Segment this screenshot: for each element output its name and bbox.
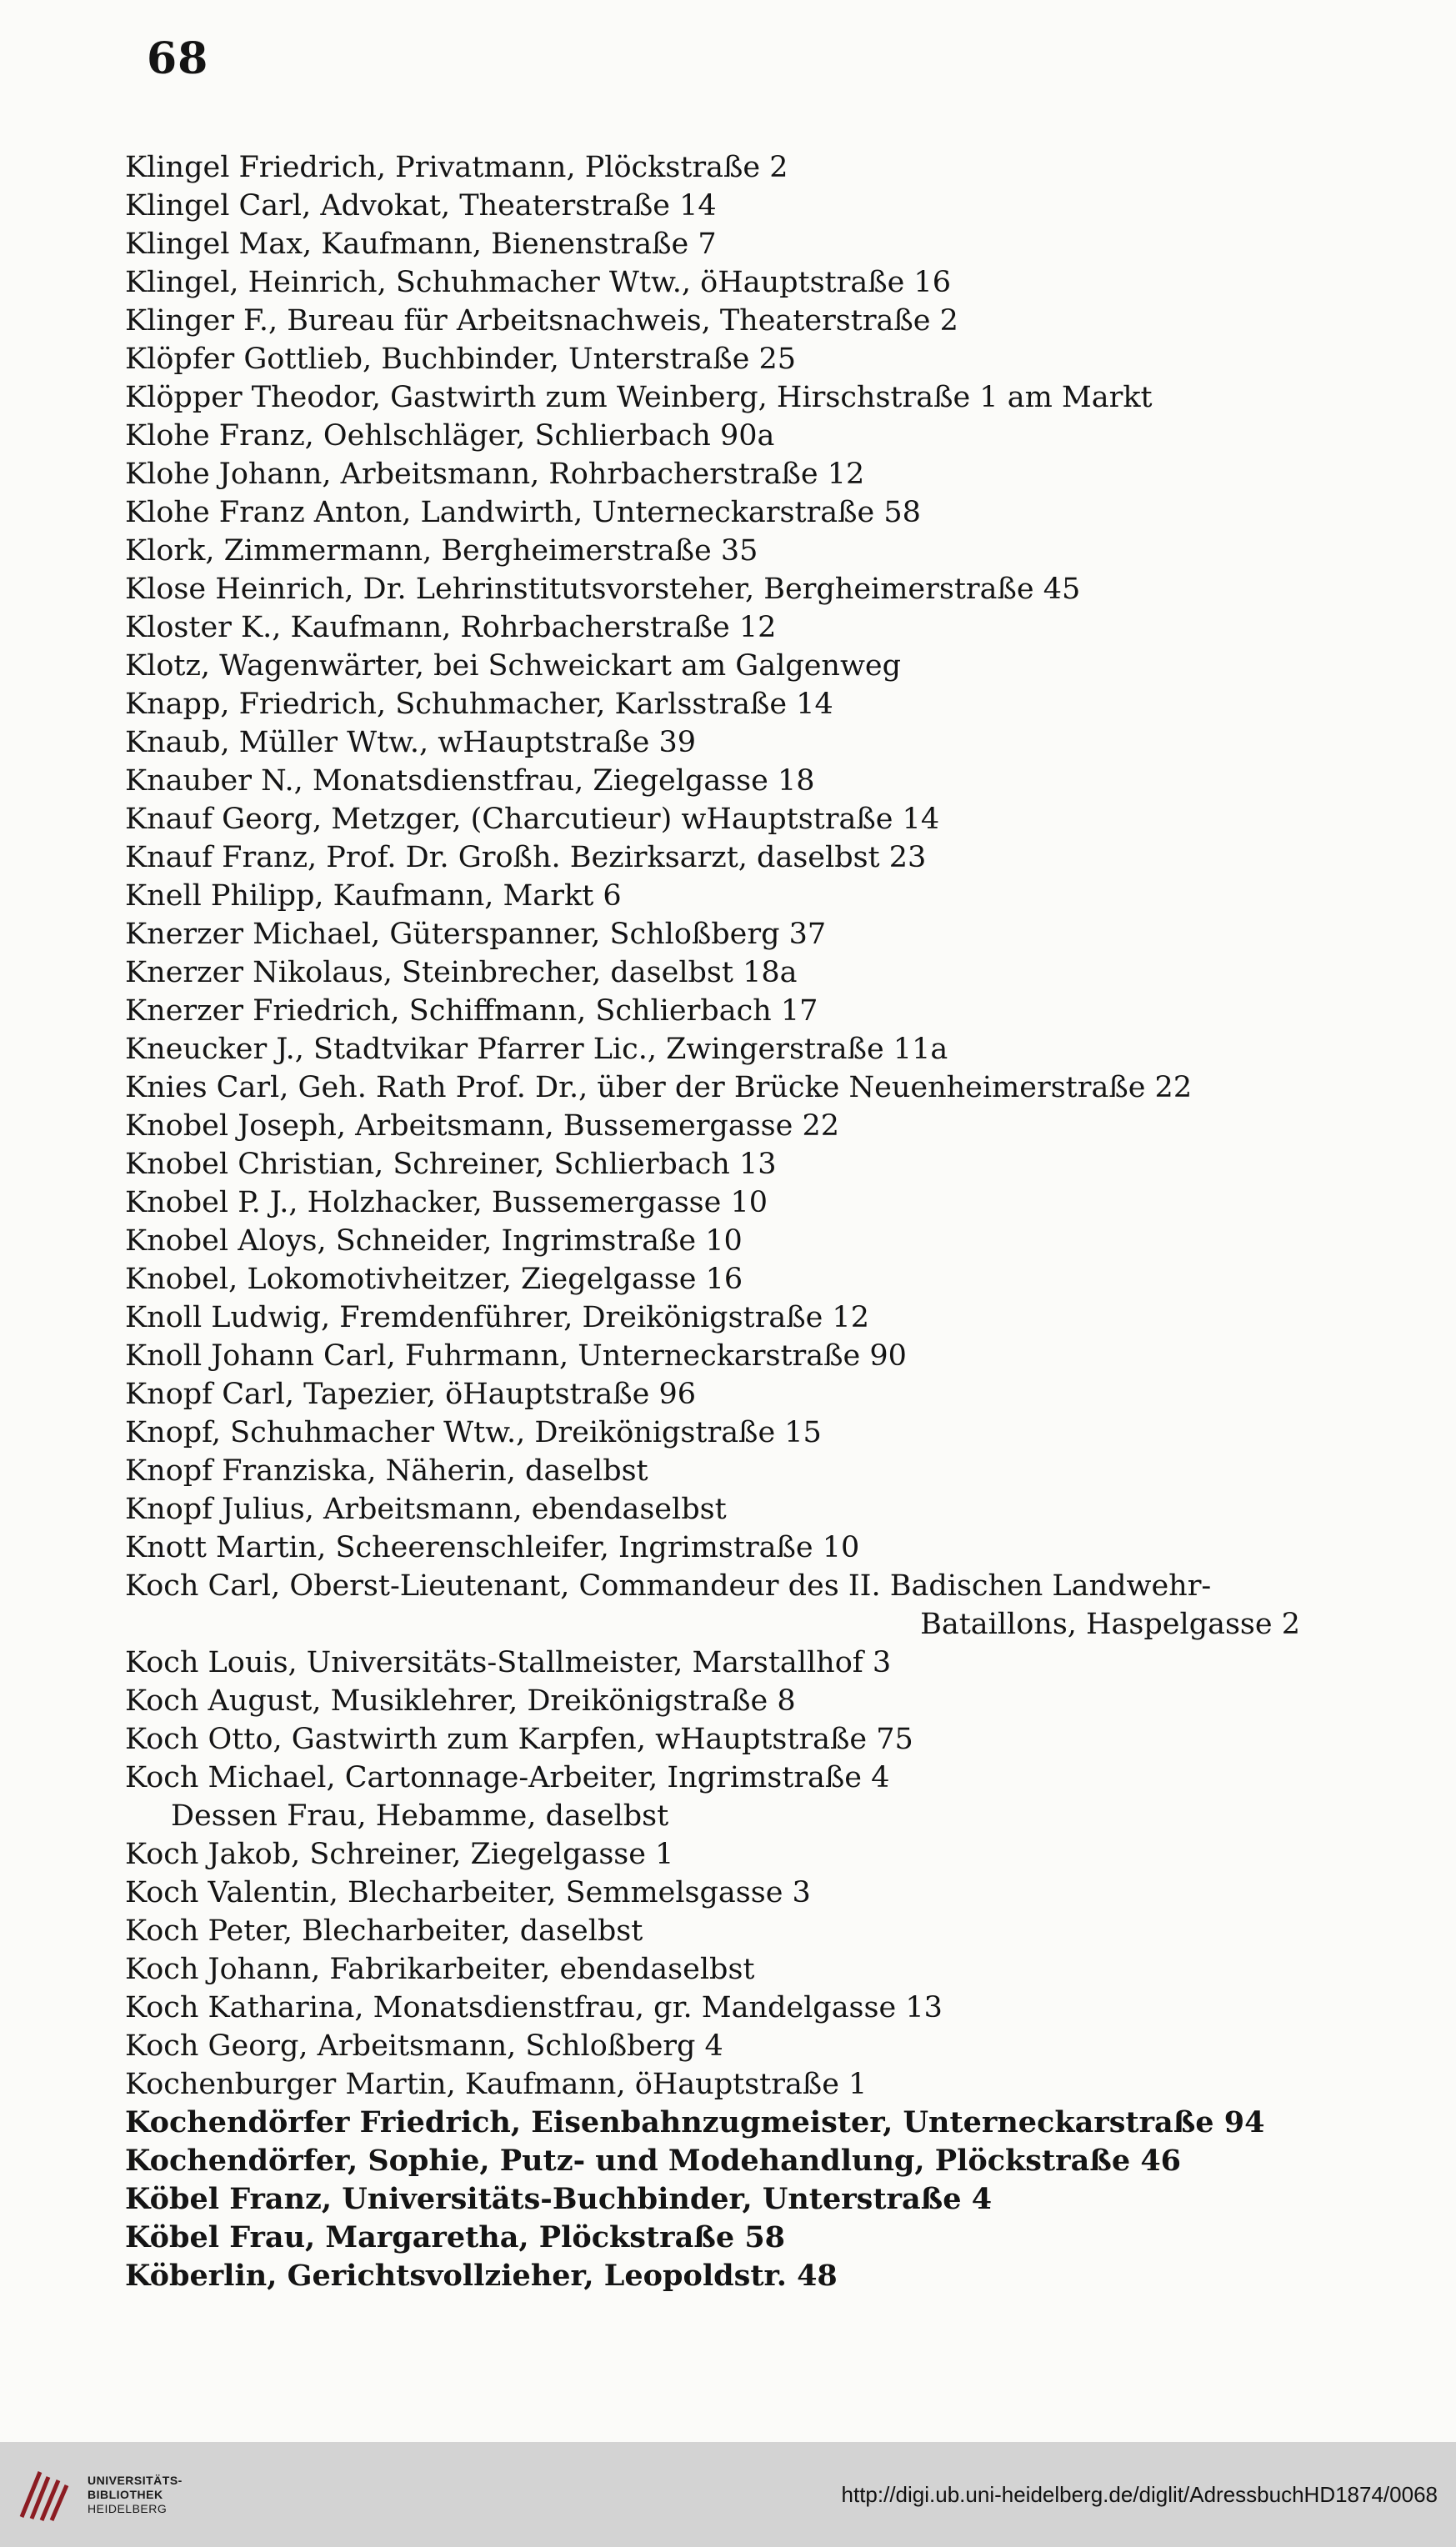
library-name-line1: UNIVERSITÄTS- — [88, 2474, 183, 2487]
directory-entry: Knott Martin, Scheerenschleifer, Ingrimstraße 10 — [125, 1531, 860, 1564]
directory-entry: Klohe Johann, Arbeitsmann, Rohrbacherstraße 12 — [125, 458, 865, 491]
directory-entry: Koch Otto, Gastwirth zum Karpfen, wHauptstraße 75 — [125, 1723, 913, 1756]
directory-entry: Knies Carl, Geh. Rath Prof. Dr., über der Brücke Neuenheimerstraße 22 — [125, 1071, 1193, 1104]
directory-entry: Knoll Johann Carl, Fuhrmann, Unterneckarstraße 90 — [125, 1339, 907, 1373]
directory-entry: Köbel Frau, Margaretha, Plöckstraße 58 — [125, 2220, 786, 2254]
directory-entry: Koch Georg, Arbeitsmann, Schloßberg 4 — [125, 2029, 723, 2063]
directory-entry: Knopf, Schuhmacher Wtw., Dreikönigstraße 15 — [125, 1416, 822, 1449]
directory-entry: Knobel Aloys, Schneider, Ingrimstraße 10 — [125, 1224, 743, 1258]
directory-entry: Knerzer Nikolaus, Steinbrecher, daselbst 18a — [125, 956, 798, 989]
directory-entry: Knerzer Friedrich, Schiffmann, Schlierbach 17 — [125, 994, 818, 1028]
directory-entry: Kneucker J., Stadtvikar Pfarrer Lic., Zwingerstraße 11a — [125, 1033, 948, 1066]
directory-entry: Knobel Christian, Schreiner, Schlierbach 13 — [125, 1148, 777, 1181]
directory-entry: Koch August, Musiklehrer, Dreikönigstraße 8 — [125, 1684, 796, 1718]
directory-entry: Koch Jakob, Schreiner, Ziegelgasse 1 — [125, 1838, 674, 1871]
directory-entry: Knobel Joseph, Arbeitsmann, Bussemergasse 22 — [125, 1109, 840, 1143]
directory-entry: Klotz, Wagenwärter, bei Schweickart am Galgenweg — [125, 649, 902, 683]
directory-entry: Klinger F., Bureau für Arbeitsnachweis, Theaterstraße 2 — [125, 304, 958, 338]
directory-entry: Knobel P. J., Holzhacker, Bussemergasse 10 — [125, 1186, 768, 1219]
footer-bar — [0, 2442, 1456, 2547]
directory-entry: Knauber N., Monatsdienstfrau, Ziegelgasse 18 — [125, 764, 815, 798]
directory-entry: Köbel Franz, Universitäts-Buchbinder, Unterstraße 4 — [125, 2182, 993, 2216]
directory-entry: Koch Peter, Blecharbeiter, daselbst — [125, 1914, 643, 1948]
directory-entry: Knopf Carl, Tapezier, öHauptstraße 96 — [125, 1378, 697, 1411]
directory-entry: Klingel Friedrich, Privatmann, Plöckstraße 2 — [125, 151, 788, 184]
directory-entry: Klork, Zimmermann, Bergheimerstraße 35 — [125, 534, 758, 568]
directory-entry: Koch Johann, Fabrikarbeiter, ebendaselbst — [125, 1953, 755, 1986]
directory-entry: Knauf Franz, Prof. Dr. Großh. Bezirksarzt, daselbst 23 — [125, 841, 927, 874]
directory-entry: Koch Louis, Universitäts-Stallmeister, Marstallhof 3 — [125, 1646, 892, 1679]
directory-entry: Kochendörfer, Sophie, Putz- und Modehandlung, Plöckstraße 46 — [125, 2144, 1182, 2178]
directory-entry: Knopf Julius, Arbeitsmann, ebendaselbst — [125, 1493, 727, 1526]
source-url[interactable]: http://digi.ub.uni-heidelberg.de/diglit/AdressbuchHD1874/0068 — [841, 2482, 1438, 2507]
directory-entry: Knobel, Lokomotivheitzer, Ziegelgasse 16 — [125, 1263, 743, 1296]
directory-entry: Klingel Max, Kaufmann, Bienenstraße 7 — [125, 228, 717, 261]
directory-entry: Kloster K., Kaufmann, Rohrbacherstraße 12 — [125, 611, 777, 644]
directory-entry: Koch Katharina, Monatsdienstfrau, gr. Mandelgasse 13 — [125, 1991, 943, 2024]
directory-entry: Klingel Carl, Advokat, Theaterstraße 14 — [125, 189, 717, 223]
directory-entry: Klose Heinrich, Dr. Lehrinstitutsvorsteher, Bergheimerstraße 45 — [125, 573, 1081, 606]
directory-entry: Koch Carl, Oberst-Lieutenant, Commandeur des II. Badischen Landwehr- — [125, 1569, 1212, 1603]
directory-entry: Knaub, Müller Wtw., wHauptstraße 39 — [125, 726, 697, 759]
library-name-line3: HEIDELBERG — [88, 2502, 168, 2515]
directory-entry: Knauf Georg, Metzger, (Charcutieur) wHauptstraße 14 — [125, 803, 940, 836]
directory-entry: Köberlin, Gerichtsvollzieher, Leopoldstr. 48 — [125, 2259, 838, 2293]
directory-entry: Klohe Franz Anton, Landwirth, Unterneckarstraße 58 — [125, 496, 921, 529]
directory-entry: Knopf Franziska, Näherin, daselbst — [125, 1454, 648, 1488]
directory-entries — [125, 148, 1375, 2295]
directory-entry: Klöpper Theodor, Gastwirth zum Weinberg, Hirschstraße 1 am Markt — [125, 381, 1153, 414]
directory-entry: Knerzer Michael, Güterspanner, Schloßberg 37 — [125, 918, 827, 951]
directory-entry: Knell Philipp, Kaufmann, Markt 6 — [125, 879, 622, 913]
library-name — [88, 2474, 183, 2516]
directory-entry: Klöpfer Gottlieb, Buchbinder, Unterstraße 25 — [125, 343, 796, 376]
directory-entry: Klohe Franz, Oehlschläger, Schlierbach 90a — [125, 419, 775, 453]
directory-entry: Knapp, Friedrich, Schuhmacher, Karlsstraße 14 — [125, 688, 833, 721]
directory-entry: Koch Valentin, Blecharbeiter, Semmelsgasse 3 — [125, 1876, 811, 1909]
directory-entry: Kochenburger Martin, Kaufmann, öHauptstraße 1 — [125, 2068, 868, 2101]
page-number: 68 — [147, 33, 209, 84]
library-logo-icon — [15, 2465, 82, 2525]
directory-entry: Bataillons, Haspelgasse 2 — [920, 1608, 1300, 1641]
directory-entry: Koch Michael, Cartonnage-Arbeiter, Ingrimstraße 4 — [125, 1761, 890, 1794]
directory-entry: Klingel, Heinrich, Schuhmacher Wtw., öHauptstraße 16 — [125, 266, 951, 299]
directory-entry: Kochendörfer Friedrich, Eisenbahnzugmeister, Unterneckarstraße 94 — [125, 2105, 1265, 2139]
directory-entry: Dessen Frau, Hebamme, daselbst — [171, 1799, 669, 1833]
library-name-line2: BIBLIOTHEK — [88, 2488, 163, 2501]
directory-entry: Knoll Ludwig, Fremdenführer, Dreikönigstraße 12 — [125, 1301, 869, 1334]
